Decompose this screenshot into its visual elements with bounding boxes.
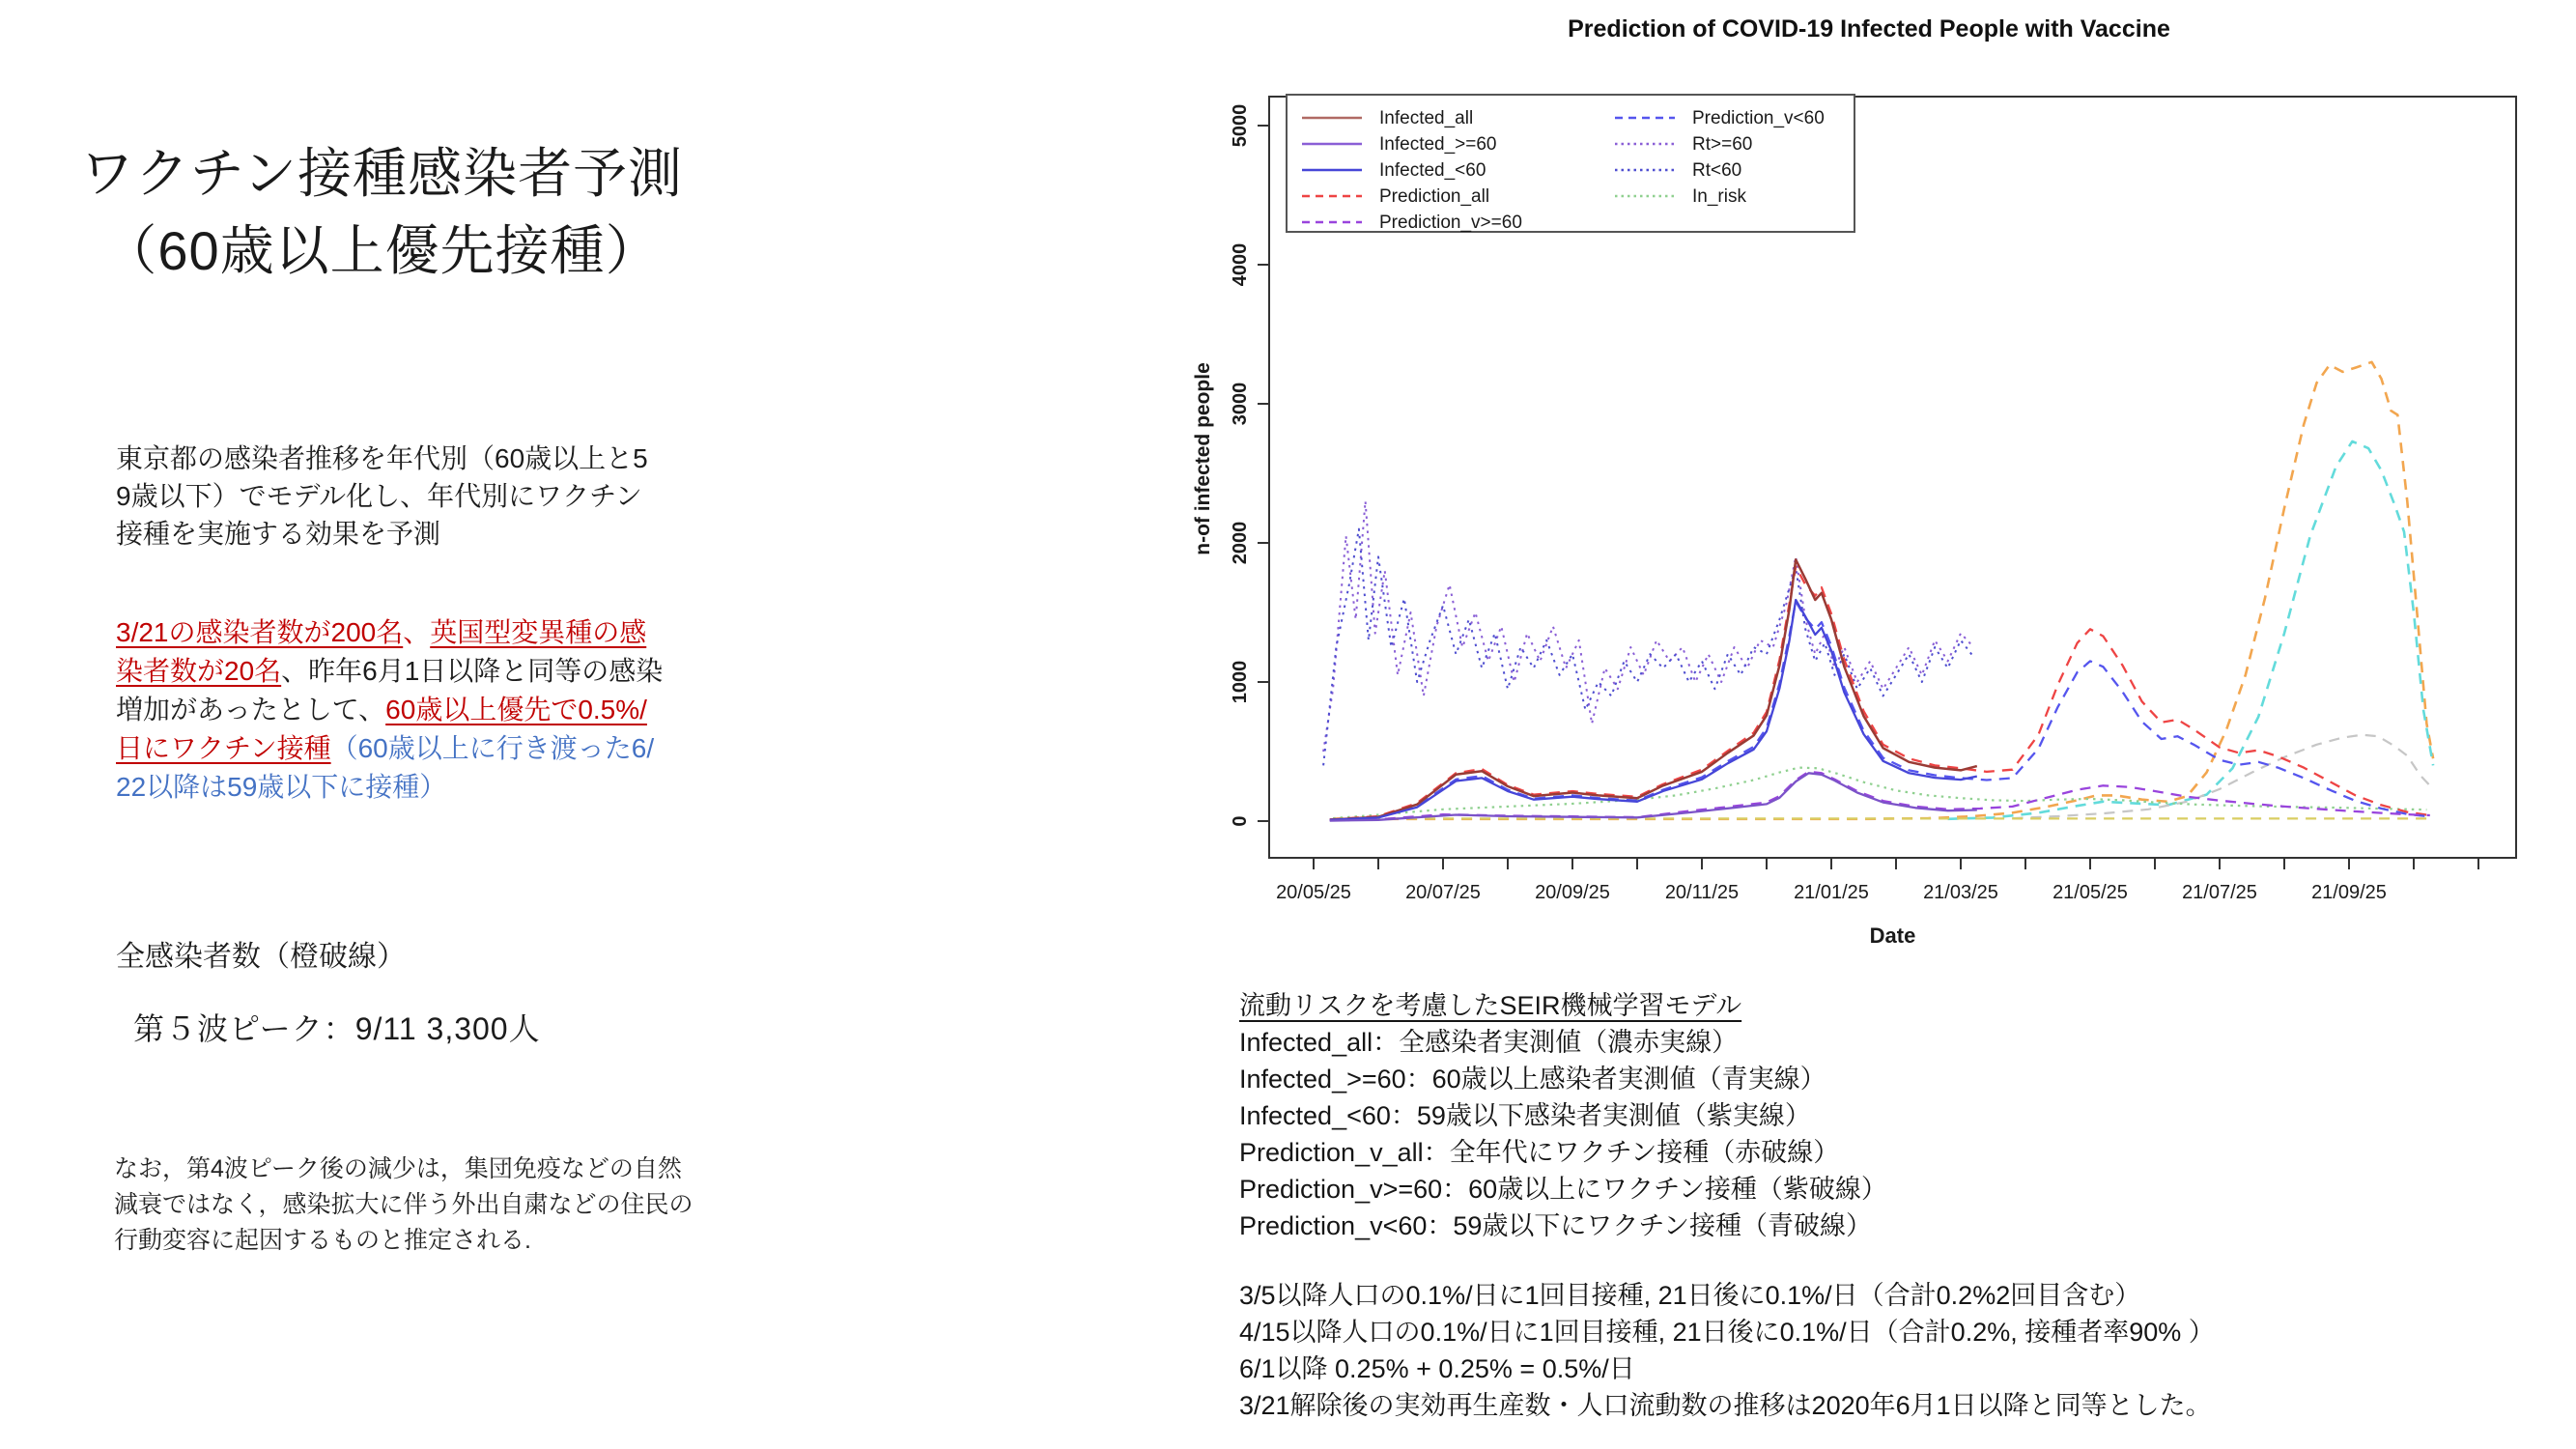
- legend-label: Infected_all: [1379, 108, 1474, 128]
- highlight-paragraph: [116, 613, 665, 807]
- highlight-segment: 、: [403, 617, 431, 647]
- legend-label: Prediction_v>=60: [1379, 213, 1522, 233]
- model-title: 流動リスクを考慮したSEIR機械学習モデル: [1239, 991, 1742, 1020]
- legend-label: Infected_>=60: [1379, 134, 1497, 155]
- x-tick-label: 21/03/25: [1923, 882, 1998, 903]
- chart-title: Prediction of COVID-19 Infected People with Vaccine: [1568, 15, 2170, 43]
- model-legend-line: Prediction_v_all：全年代にワクチン接種（赤破線）: [1239, 1138, 1840, 1167]
- model-legend-line: Prediction_v<60：59歳以下にワクチン接種（青破線）: [1239, 1211, 1873, 1240]
- orange-series-label: 全感染者数（橙破線）: [116, 941, 406, 973]
- slide-title-line1: ワクチン接種感染者予測: [79, 143, 684, 204]
- highlight-segment: 60歳以上優先で0.5%/日にワクチン接種: [116, 695, 647, 763]
- x-tick-label: 20/11/25: [1664, 882, 1740, 903]
- legend-label: Infected_<60: [1379, 160, 1486, 181]
- series-line-Rt<60: [1323, 529, 1973, 766]
- highlight-segment: 英国型変異種の感染者数が20名: [116, 617, 647, 686]
- prediction-chart: [1188, 53, 2550, 980]
- x-tick-label: 20/05/25: [1276, 882, 1351, 903]
- highlight-segment: 、昨年6月1日以降と同等の感染増加があったとして、: [116, 656, 664, 724]
- highlight-segment: （60歳以上に行き渡った6/22以降は59歳以下に接種）: [116, 733, 655, 802]
- assumption-line: 3/21解除後の実効再生産数・人口流動数の推移は2020年6月1日以降と同等とした。: [1239, 1391, 2212, 1420]
- y-axis-title: n-of infected people: [1192, 362, 1214, 555]
- legend-label: Rt<60: [1692, 160, 1742, 181]
- x-tick-label: 20/07/25: [1405, 882, 1481, 903]
- intro-paragraph: 東京都の感染者推移を年代別（60歳以上と59歳以下）でモデル化し、年代別にワクチン接種を実施する効果を予測: [116, 443, 648, 549]
- series-line-Total_vaccine_prediction_orange: [1333, 362, 2433, 819]
- model-legend-line: Infected_>=60：60歳以上感染者実測値（青実線）: [1239, 1065, 1826, 1094]
- series-line-Rt>=60: [1323, 501, 1973, 752]
- x-tick-label: 21/05/25: [2052, 882, 2128, 903]
- y-tick-label: 0: [1230, 815, 1251, 827]
- x-axis-title: Date: [1869, 923, 1916, 948]
- model-legend-line: Infected_all：全感染者実測値（濃赤実線）: [1239, 1028, 1739, 1057]
- model-legend-line: Prediction_v>=60：60歳以上にワクチン接種（紫破線）: [1239, 1175, 1887, 1204]
- x-tick-label: 21/01/25: [1794, 882, 1869, 903]
- fifth-wave-peak-label: 第５波ピーク：9/11 3,300人: [133, 1011, 541, 1046]
- assumption-line: 3/5以降人口の0.1%/日に1回目接種, 21日後に0.1%/日（合計0.2%2回目含む）: [1239, 1281, 2141, 1310]
- assumptions-block: [1239, 1277, 2553, 1424]
- x-tick-label: 20/09/25: [1535, 882, 1610, 903]
- model-legend-line: Infected_<60：59歳以下感染者実測値（紫実線）: [1239, 1101, 1811, 1130]
- legend-label: Rt>=60: [1692, 134, 1753, 155]
- series-line-Infected_<60: [1330, 600, 1977, 820]
- y-tick-label: 4000: [1230, 242, 1251, 287]
- y-tick-label: 3000: [1230, 382, 1251, 426]
- slide-title: [68, 135, 695, 290]
- assumption-line: 6/1以降 0.25% + 0.25% = 0.5%/日: [1239, 1354, 1635, 1383]
- model-description-block: [1239, 987, 2534, 1244]
- slide-title-line2: （60歳以上優先接種）: [102, 220, 661, 281]
- y-tick-label: 1000: [1230, 660, 1251, 704]
- series-line-Cyan_prediction: [1948, 441, 2434, 819]
- series-line-In_risk: [1333, 768, 2426, 819]
- legend-label: Prediction_all: [1379, 186, 1490, 207]
- highlight-segment: 3/21の感染者数が200名: [116, 617, 404, 647]
- legend-label: In_risk: [1692, 186, 1746, 207]
- assumption-line: 4/15以降人口の0.1%/日に1回目接種, 21日後に0.1%/日（合計0.2%, 接種者率90% ）: [1239, 1318, 2215, 1347]
- legend-label: Prediction_v<60: [1692, 108, 1825, 128]
- footnote: なお，第4波ピーク後の減少は，集団免疫などの自然減衰ではなく，感染拡大に伴う外出自粛などの住民の行動変容に起因するものと推定される.: [114, 1155, 694, 1254]
- x-tick-label: 21/09/25: [2311, 882, 2387, 903]
- y-tick-label: 5000: [1230, 103, 1251, 148]
- x-tick-label: 21/07/25: [2182, 882, 2257, 903]
- y-tick-label: 2000: [1230, 521, 1251, 565]
